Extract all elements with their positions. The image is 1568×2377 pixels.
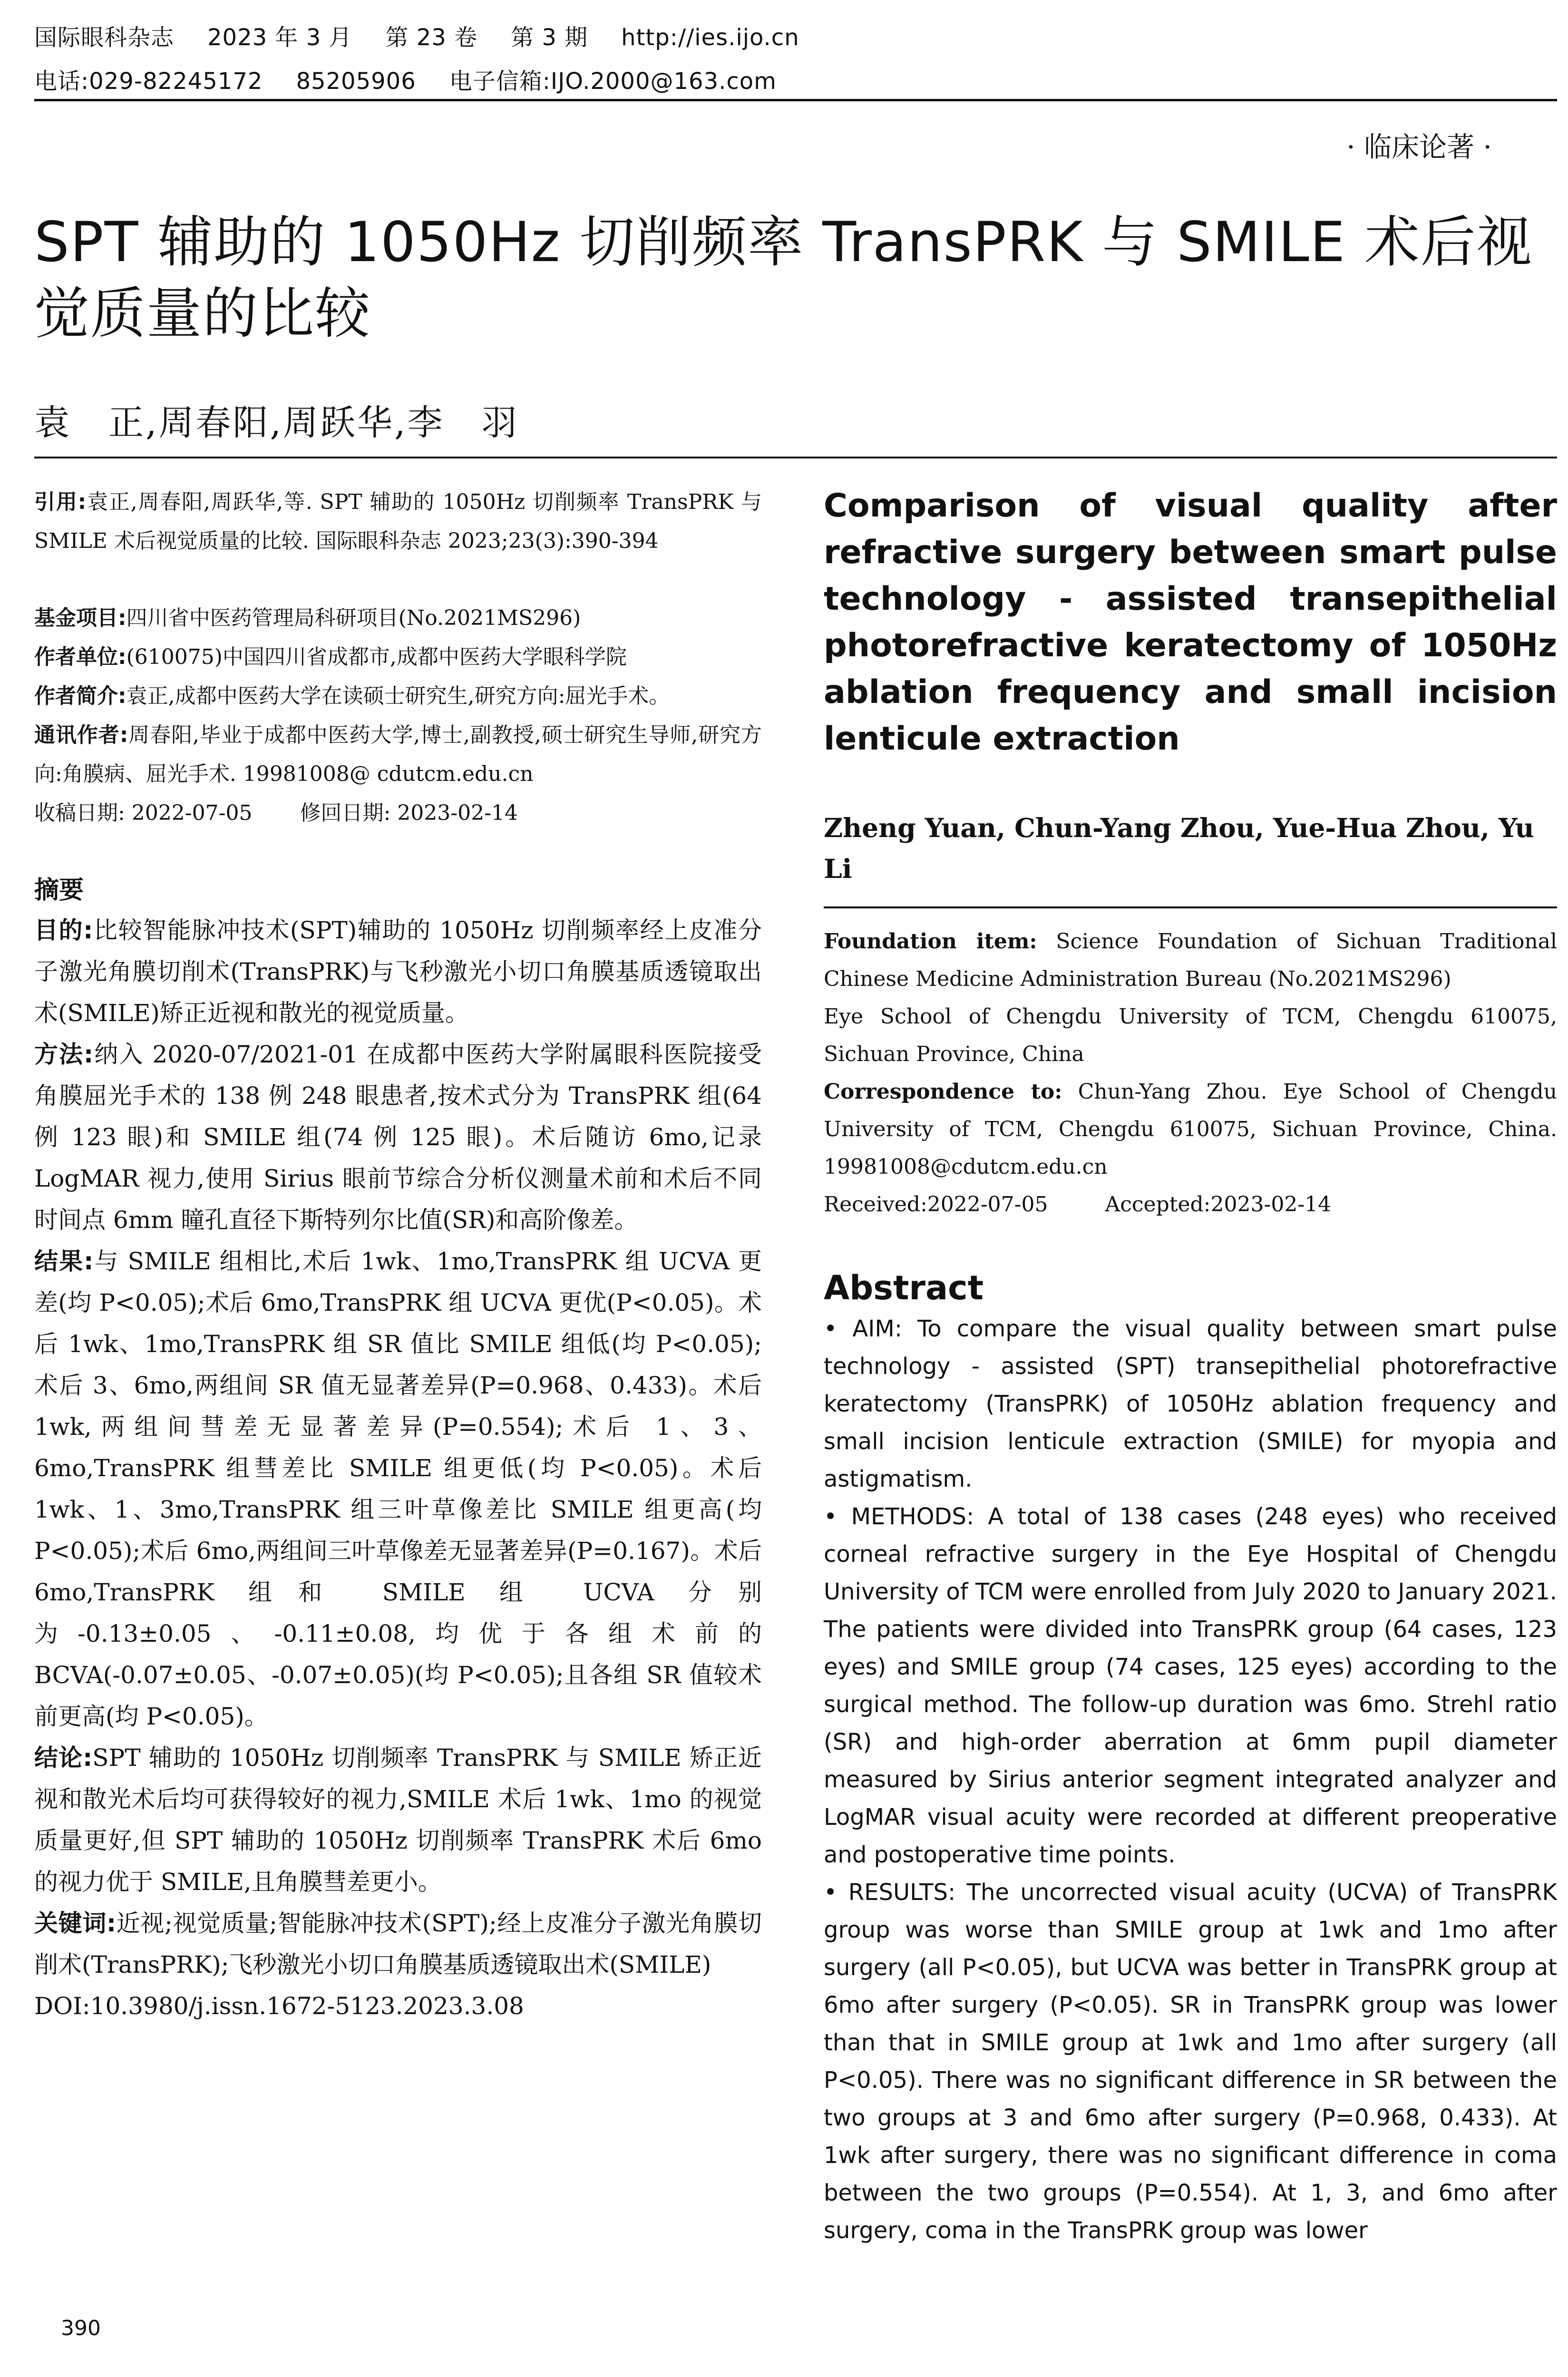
received-date: 收稿日期: 2022-07-05	[34, 801, 253, 825]
column-label: · 临床论著 ·	[1346, 131, 1492, 163]
english-title: Comparison of visual quality after refractive surgery between smart pulse technology - assisted transepithelial photorefractive keratectomy of 1050Hz ablation frequency and small incision lenticule extraction	[824, 487, 1557, 758]
correspondence-en	[824, 1073, 1557, 1186]
page-number: 390	[61, 2316, 101, 2340]
dates-en	[824, 1186, 1557, 1223]
keywords	[34, 1903, 762, 1986]
conclusion-text: SPT 辅助的 1050Hz 切削频率 TransPRK 与 SMILE 矫正近视和散光术后均可获得较好的视力,SMILE 术后 1wk、1mo 的视觉质量更好,但 SPT 辅助的 1050Hz 切削频率 TransPRK 术后 6mo 的视力优于 SMILE,且角膜彗差更小。	[34, 1744, 762, 1896]
keywords-text: 近视;视觉质量;智能脉冲技术(SPT);经上皮准分子激光角膜切削术(TransPRK);飞秒激光小切口角膜基质透镜取出术(SMILE)	[34, 1909, 762, 1978]
corr-label: 通讯作者:	[34, 723, 128, 747]
fund-text: 四川省中医药管理局科研项目(No.2021MS296)	[126, 606, 581, 630]
issue: 第 3 期	[511, 24, 588, 51]
english-authors: Zheng Yuan, Chun-Yang Zhou, Yue-Hua Zhou, Yu Li	[824, 812, 1534, 884]
english-methods: • METHODS: A total of 138 cases (248 eyes) who received corneal refractive surgery in the Eye Hospital of Chengdu University of TCM were enrolled from July 2020 to January 2021. The patients were divided into TransPRK group (64 cases, 123 eyes) and SMILE group (74 cases, 125 eyes) according to the surgical method. The follow-up duration was 6mo. Strehl ratio (SR) and high-order aberration at 6mm pupil diameter measured by Sirius anterior segment integrated analyzer and LogMAR visual acuity were recorded at different preoperative and postoperative time points.	[824, 1503, 1557, 1868]
doi[interactable]: DOI:10.3980/j.issn.1672-5123.2023.3.08	[34, 1992, 524, 2020]
corr-text: 周春阳,毕业于成都中医药大学,博士,副教授,硕士研究生导师,研究方向:角膜病、屈光手术. 19981008@ cdutcm.edu.cn	[34, 723, 762, 786]
unit-label: 作者单位:	[34, 645, 127, 669]
article-title: SPT 辅助的 1050Hz 切削频率 TransPRK 与 SMILE 术后视觉质量的比较	[34, 210, 1533, 346]
citation-text: 袁正,周春阳,周跃华,等. SPT 辅助的 1050Hz 切削频率 TransPRK 与 SMILE 术后视觉质量的比较. 国际眼科杂志 2023;23(3):390-394	[34, 490, 762, 553]
left-column	[34, 483, 762, 2027]
conclusion-label: 结论:	[34, 1744, 93, 1772]
journal-url[interactable]: http://ies.ijo.cn	[621, 24, 799, 51]
abstract-aim	[34, 910, 762, 1034]
english-abstract-heading: Abstract	[824, 1268, 984, 1307]
accepted-en: Accepted:2023-02-14	[1105, 1192, 1332, 1217]
right-column-rule	[824, 906, 1557, 908]
issue-date: 2023 年 3 月	[207, 24, 352, 51]
right-column	[824, 483, 1557, 2250]
spacer	[34, 561, 762, 599]
english-info	[824, 923, 1557, 1223]
article-authors: 袁 正,周春阳,周跃华,李 羽	[34, 402, 519, 443]
abstract-results	[34, 1241, 762, 1737]
phone-2: 85205906	[296, 68, 416, 95]
phone: 电话:029-82245172	[34, 68, 263, 95]
methods-label: 方法:	[34, 1041, 94, 1068]
unit-text: (610075)中国四川省成都市,成都中医药大学眼科学院	[126, 645, 627, 669]
unit	[34, 638, 762, 677]
journal-header-line-1	[34, 19, 833, 52]
corr-en-text: Chun-Yang Zhou. Eye School of Chengdu University of TCM, Chengdu 610075, Sichuan Province, China. 19981008@cdutcm.edu.cn	[824, 1080, 1557, 1179]
abstract-heading: 摘要	[34, 876, 84, 905]
citation-label: 引用:	[34, 490, 87, 514]
aim-label: 目的:	[34, 916, 93, 944]
methods-text: 纳入 2020-07/2021-01 在成都中医药大学附属眼科医院接受角膜屈光手术的 138 例 248 眼患者,按术式分为 TransPRK 组(64 例 123 眼)和 SMILE 组(74 例 125 眼)。术后随访 6mo,记录 LogMAR 视力,使用 Sirius 眼前节综合分析仪测量术前和术后不同时间点 6mm 瞳孔直径下斯特列尔比值(SR)和高阶像差。	[34, 1041, 762, 1234]
aim-text: 比较智能脉冲技术(SPT)辅助的 1050Hz 切削频率经上皮准分子激光角膜切削术(TransPRK)与飞秒激光小切口角膜基质透镜取出术(SMILE)矫正近视和散光的视觉质量。	[34, 916, 762, 1027]
abstract-methods	[34, 1034, 762, 1241]
bio	[34, 677, 762, 716]
bio-label: 作者简介:	[34, 684, 127, 708]
english-abstract	[824, 1310, 1557, 2250]
english-results: • RESULTS: The uncorrected visual acuity (UCVA) of TransPRK group was worse than SMILE group at 1wk and 1mo after surgery (all P<0.05), but UCVA was better in TransPRK group at 6mo after surgery (P<0.05). SR in TransPRK group was lower than that in SMILE group at 1wk and 1mo after surgery (all P<0.05). There was no significant difference in SR between the two groups at 3 and 6mo after surgery (P=0.968, 0.433). At 1wk after surgery, there was no significant difference in coma between the two groups (P=0.554). At 1, 3, and 6mo after surgery, coma in the TransPRK group was lower	[824, 1879, 1557, 2244]
email[interactable]: 电子信箱:IJO.2000@163.com	[449, 68, 777, 95]
citation	[34, 483, 762, 561]
spacer	[34, 833, 762, 871]
journal-name: 国际眼科杂志	[34, 24, 175, 51]
results-label: 结果:	[34, 1247, 94, 1275]
foundation-label: Foundation item:	[824, 929, 1037, 954]
header-rule	[34, 99, 1557, 101]
received-en: Received:2022-07-05	[824, 1192, 1048, 1217]
results-text: 与 SMILE 组相比,术后 1wk、1mo,TransPRK 组 UCVA 更差(均 P<0.05);术后 6mo,TransPRK 组 UCVA 更优(P<0.05)。术后 1wk、1mo,TransPRK 组 SR 值比 SMILE 组低(均 P<0.05);术后 3、6mo,两组间 SR 值无显著差异(P=0.968、0.433)。术后 1wk,两组间彗差无显著差异(P=0.554);术后 1、3、6mo,TransPRK 组彗差比 SMILE 组更低(均 P<0.05)。术后 1wk、1、3mo,TransPRK 组三叶草像差比 SMILE 组更高(均 P<0.05);术后 6mo,两组间三叶草像差无显著差异(P=0.167)。术后 6mo,TransPRK 组和 SMILE 组 UCVA 分别为-0.13±0.05、-0.11±0.08,均优于各组术前的 BCVA(-0.07±0.05、-0.07±0.05)(均 P<0.05);且各组 SR 值较术前更高(均 P<0.05)。	[34, 1247, 762, 1730]
foundation-text: Science Foundation of Sichuan Traditional Chinese Medicine Administration Bureau (No.2021MS296)	[824, 929, 1557, 991]
revised-date: 修回日期: 2023-02-14	[300, 801, 518, 825]
corr-en-label: Correspondence to:	[824, 1080, 1062, 1104]
fund	[34, 599, 762, 638]
fund-label: 基金项目:	[34, 606, 127, 630]
title-rule	[34, 457, 1557, 458]
dates	[34, 794, 762, 833]
journal-header-line-2	[34, 63, 810, 96]
keywords-label: 关键词:	[34, 1909, 116, 1937]
english-aim: • AIM: To compare the visual quality between smart pulse technology - assisted (SPT) transepithelial photorefractive keratectomy (TransPRK) of 1050Hz ablation frequency and small incision lenticule extraction (SMILE) for myopia and astigmatism.	[824, 1315, 1557, 1492]
abstract-conclusion	[34, 1737, 762, 1903]
foundation	[824, 923, 1557, 998]
affiliation: Eye School of Chengdu University of TCM, Chengdu 610075, Sichuan Province, China	[824, 1004, 1557, 1066]
volume: 第 23 卷	[385, 24, 478, 51]
bio-text: 袁正,成都中医药大学在读硕士研究生,研究方向:屈光手术。	[126, 684, 670, 708]
correspondence	[34, 716, 762, 794]
